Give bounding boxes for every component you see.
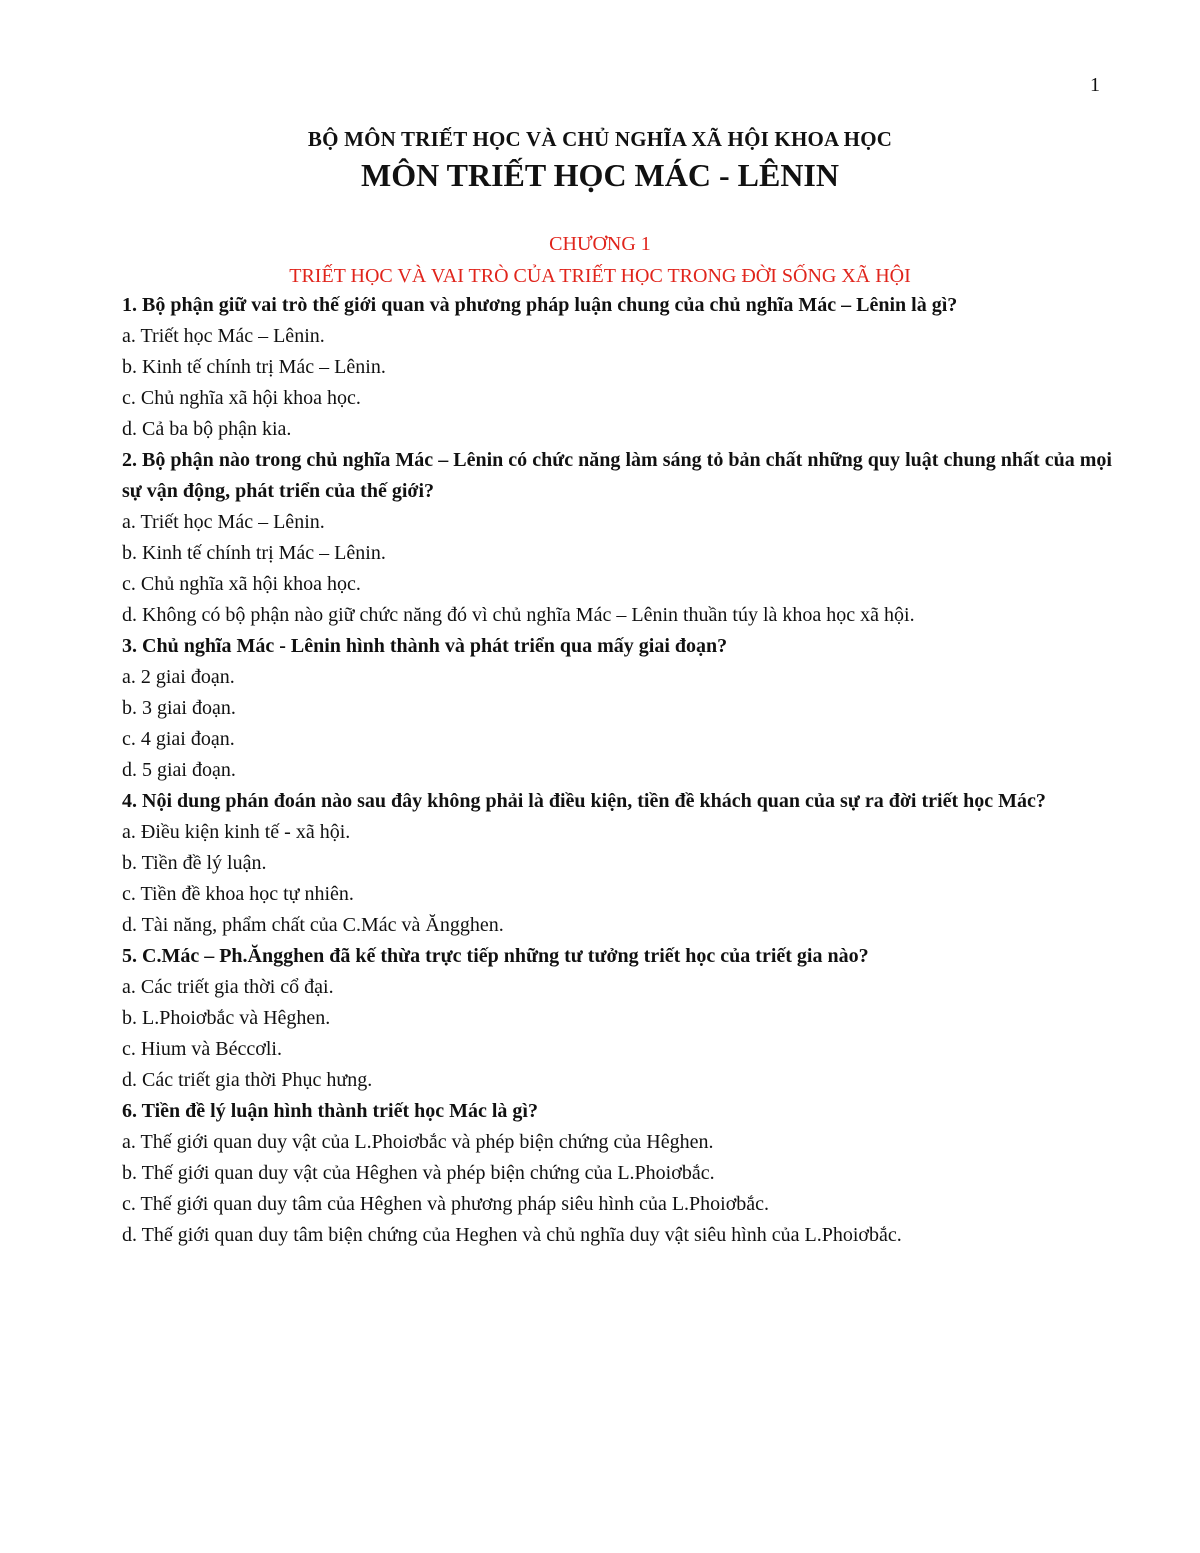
answer-option-d: d. Tài năng, phẩm chất của C.Mác và Ăngghen. [122, 914, 504, 936]
page-number: 1 [1090, 74, 1100, 96]
answer-option-a: a. Điều kiện kinh tế - xã hội. [122, 821, 351, 843]
question-text: 1. Bộ phận giữ vai trò thế giới quan và phương pháp luận chung của chủ nghĩa Mác – Lênin là gì? [122, 294, 958, 316]
answer-option-a: a. Triết học Mác – Lênin. [122, 511, 325, 533]
answer-option-b: b. Tiền đề lý luận. [122, 852, 267, 874]
answer-option-c: c. Hium và Béccơli. [122, 1038, 282, 1060]
question-text: 6. Tiền đề lý luận hình thành triết học Mác là gì? [122, 1100, 538, 1122]
answer-option-a: a. Triết học Mác – Lênin. [122, 325, 325, 347]
answer-option-b: b. Thế giới quan duy vật của Hêghen và phép biện chứng của L.Phoiơbắc. [122, 1162, 715, 1184]
question-text: 2. Bộ phận nào trong chủ nghĩa Mác – Lênin có chức năng làm sáng tỏ bản chất những quy luật chung nhất của mọi sự vận động, phát triển của thế giới? [122, 449, 1112, 502]
answer-option-d: d. Các triết gia thời Phục hưng. [122, 1069, 373, 1091]
answer-option-a: a. 2 giai đoạn. [122, 666, 235, 688]
answer-option-d: d. Cả ba bộ phận kia. [122, 418, 292, 440]
answer-option-c: c. Chủ nghĩa xã hội khoa học. [122, 573, 361, 595]
department-title: BỘ MÔN TRIẾT HỌC VÀ CHỦ NGHĨA XÃ HỘI KHOA HỌC [307, 127, 893, 151]
question-1 [122, 290, 1112, 445]
chapter-heading [0, 230, 1200, 290]
course-title: MÔN TRIẾT HỌC MÁC - LÊNIN [361, 157, 839, 193]
answer-option-a: a. Các triết gia thời cổ đại. [122, 976, 334, 998]
answer-option-c: c. 4 giai đoạn. [122, 728, 235, 750]
question-2 [122, 445, 1112, 631]
question-6 [122, 1096, 1112, 1251]
question-text: 4. Nội dung phán đoán nào sau đây không phải là điều kiện, tiền đề khách quan của sự ra đời triết học Mác? [122, 790, 1046, 812]
answer-option-a: a. Thế giới quan duy vật của L.Phoiơbắc và phép biện chứng của Hêghen. [122, 1131, 714, 1153]
chapter-number: CHƯƠNG 1 [549, 233, 651, 255]
chapter-title: TRIẾT HỌC VÀ VAI TRÒ CỦA TRIẾT HỌC TRONG ĐỜI SỐNG XÃ HỘI [289, 265, 911, 287]
question-4 [122, 786, 1112, 941]
question-list [122, 290, 1112, 1251]
document-header [0, 125, 1200, 195]
answer-option-c: c. Thế giới quan duy tâm của Hêghen và phương pháp siêu hình của L.Phoiơbắc. [122, 1193, 770, 1215]
question-text: 5. C.Mác – Ph.Ăngghen đã kế thừa trực tiếp những tư tưởng triết học của triết gia nào? [122, 945, 869, 967]
question-3 [122, 631, 1112, 786]
answer-option-d: d. Không có bộ phận nào giữ chức năng đó vì chủ nghĩa Mác – Lênin thuần túy là khoa học xã hội. [122, 604, 915, 626]
answer-option-b: b. Kinh tế chính trị Mác – Lênin. [122, 542, 386, 564]
question-5 [122, 941, 1112, 1096]
answer-option-b: b. L.Phoiơbắc và Hêghen. [122, 1007, 331, 1029]
answer-option-d: d. 5 giai đoạn. [122, 759, 236, 781]
answer-option-d: d. Thế giới quan duy tâm biện chứng của Heghen và chủ nghĩa duy vật siêu hình của L.Phoiơbắc. [122, 1224, 902, 1246]
answer-option-b: b. 3 giai đoạn. [122, 697, 236, 719]
answer-option-c: c. Chủ nghĩa xã hội khoa học. [122, 387, 361, 409]
answer-option-c: c. Tiền đề khoa học tự nhiên. [122, 883, 354, 905]
answer-option-b: b. Kinh tế chính trị Mác – Lênin. [122, 356, 386, 378]
question-text: 3. Chủ nghĩa Mác - Lênin hình thành và phát triển qua mấy giai đoạn? [122, 635, 728, 657]
